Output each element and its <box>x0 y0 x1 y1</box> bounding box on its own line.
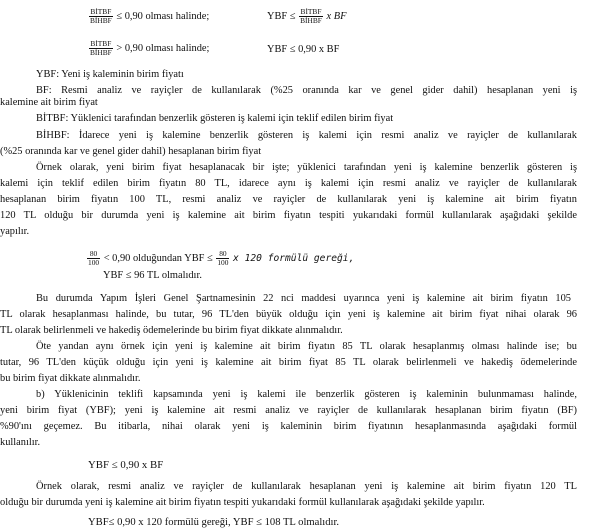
fraction-bitbf-bihbf-2: $\frac{\text{BİTBF}}{\text{BİHBF}}$ <box>300 7 322 25</box>
para3-line-2: tutar, 96 TL'den küçük olduğu için yeni iş kalemine ait birim fiyat 85 TL olarak belirlenmeli ve hakediş ödemelerinde <box>0 357 577 368</box>
formula-1-condition: ≤ 0,90 olması halinde; <box>116 10 210 22</box>
formula-2-condition: > 0,90 olması halinde; <box>116 42 210 54</box>
example1-line-3: hesaplanan birim fiyatın 100 TL, resmi analiz ve rayiçler de kullanılarak yeni iş kalemine ait birim fiyatın <box>0 194 577 205</box>
para4-line-4: kullanılır. <box>0 437 41 448</box>
calc1-mid: < 0,90 olduğundan YBF ≤ <box>103 252 213 264</box>
fraction-80-100: $\frac{80}{100}$ <box>88 249 100 267</box>
example1-line-2: kalemi için teklif edilen birim fiyatın 80 TL, idarece aynı iş kalemi için resmi analiz ve rayiçler de kullanılarak <box>0 178 577 189</box>
formula-2-rhs: YBF ≤ 0,90 x BF <box>267 44 340 55</box>
def-bf-line-2: kalemine ait birim fiyat <box>0 97 98 108</box>
para4-line-3: %90'ını geçemez. Bu itibarla, nihai olarak yeni iş kaleminin birim fiyatının hesaplanmasında aşağıdaki formül <box>0 421 577 432</box>
def-ybf: YBF: Yeni iş kaleminin birim fiyatı <box>36 69 184 80</box>
para2-line-1: Bu durumda Yapım İşleri Genel Şartnamesinin 22 nci maddesi uyarınca yeni iş kalemine ait birim fiyatın 105 <box>36 293 571 304</box>
formula-1-lhs: YBF ≤ <box>267 10 296 22</box>
para3-line-1: Öte yandan aynı örnek için yeni iş kalemine ait birim fiyatın 85 TL olarak hesaplanmış olması halinde ise; bu <box>36 341 577 352</box>
fraction-80-100-2: $\frac{80}{100}$ <box>217 249 229 267</box>
def-bihbf-line-2: (%25 oranında kar ve genel gider dahil) hesaplanan birim fiyat <box>0 146 262 157</box>
example1-line-1: Örnek olarak, yeni birim fiyat hesaplanacak bir işte; yüklenici tarafından yeni iş kalemine benzerlik gösteren iş <box>36 162 577 173</box>
def-bihbf-line-1: BİHBF: İdarece yeni iş kalemine benzerlik gösteren iş kalemi için resmi analiz ve rayiçler de kullanılarak <box>36 130 577 141</box>
formula-3: YBF ≤ 0,90 x BF <box>88 459 164 471</box>
formula-1-rhs: x BF <box>326 10 347 22</box>
calc1-tail: x 120 formülü gereği, <box>233 252 355 264</box>
fraction-bitbf-bihbf: $\frac{\text{BİTBF}}{\text{BİHBF}}$ <box>90 7 112 25</box>
calc1-line-2: YBF ≤ 96 TL olmalıdır. <box>103 270 202 281</box>
para4-line-1: b) Yüklenicinin teklifi kapsamında yeni iş kalemi ile benzerlik gösteren iş kaleminin bulunmaması halinde, <box>36 389 577 400</box>
para4-line-2: yeni birim fiyat (YBF); yeni iş kalemine ait resmi analiz ve rayiçler de kullanılarak hesaplanan birim fiyatın (BF) <box>0 405 577 416</box>
para2-line-2: TL olarak hesaplanması halinde, bu tutar, 96 TL'den büyük olduğu için yeni iş kalemine ait birim fiyat nihai olarak 96 <box>0 309 577 320</box>
para5-line-2: olduğu bir durumda yeni iş kalemine ait birim fiyatın tespiti yukarıdaki formül kullanılarak aşağıdaki şekilde yapılır. <box>0 497 485 508</box>
example1-line-4: 120 TL olduğu bir durumda yeni iş kalemine ait birim fiyatın tespiti yukarıdaki formül kullanılarak aşağıdaki şekilde <box>0 210 577 221</box>
example1-line-5: yapılır. <box>0 226 30 237</box>
def-bf-line-1: BF: Resmi analiz ve rayiçler de kullanılarak (%25 oranında kar ve genel gider dahil) hesaplanan yeni iş <box>36 85 577 96</box>
para5-line-1: Örnek olarak, resmi analiz ve rayiçler de kullanılarak hesaplanan yeni iş kalemine ait birim fiyatın 120 TL <box>36 481 577 492</box>
formula-4: YBF≤ 0,90 x 120 formülü gereği, YBF ≤ 108 TL olmalıdır. <box>88 517 340 528</box>
para3-line-3: bu birim fiyat dikkate alınmalıdır. <box>0 373 141 384</box>
fraction-bitbf-bihbf-3: $\frac{\text{BİTBF}}{\text{BİHBF}}$ <box>90 39 112 57</box>
para2-line-3: TL olarak belirlenmeli ve hakediş ödemelerinde bu birim fiyat dikkate alınmalıdır. <box>0 325 343 336</box>
def-bitbf: BİTBF: Yüklenici tarafından benzerlik gösteren iş kalemi için teklif edilen birim fiyat <box>36 113 394 124</box>
